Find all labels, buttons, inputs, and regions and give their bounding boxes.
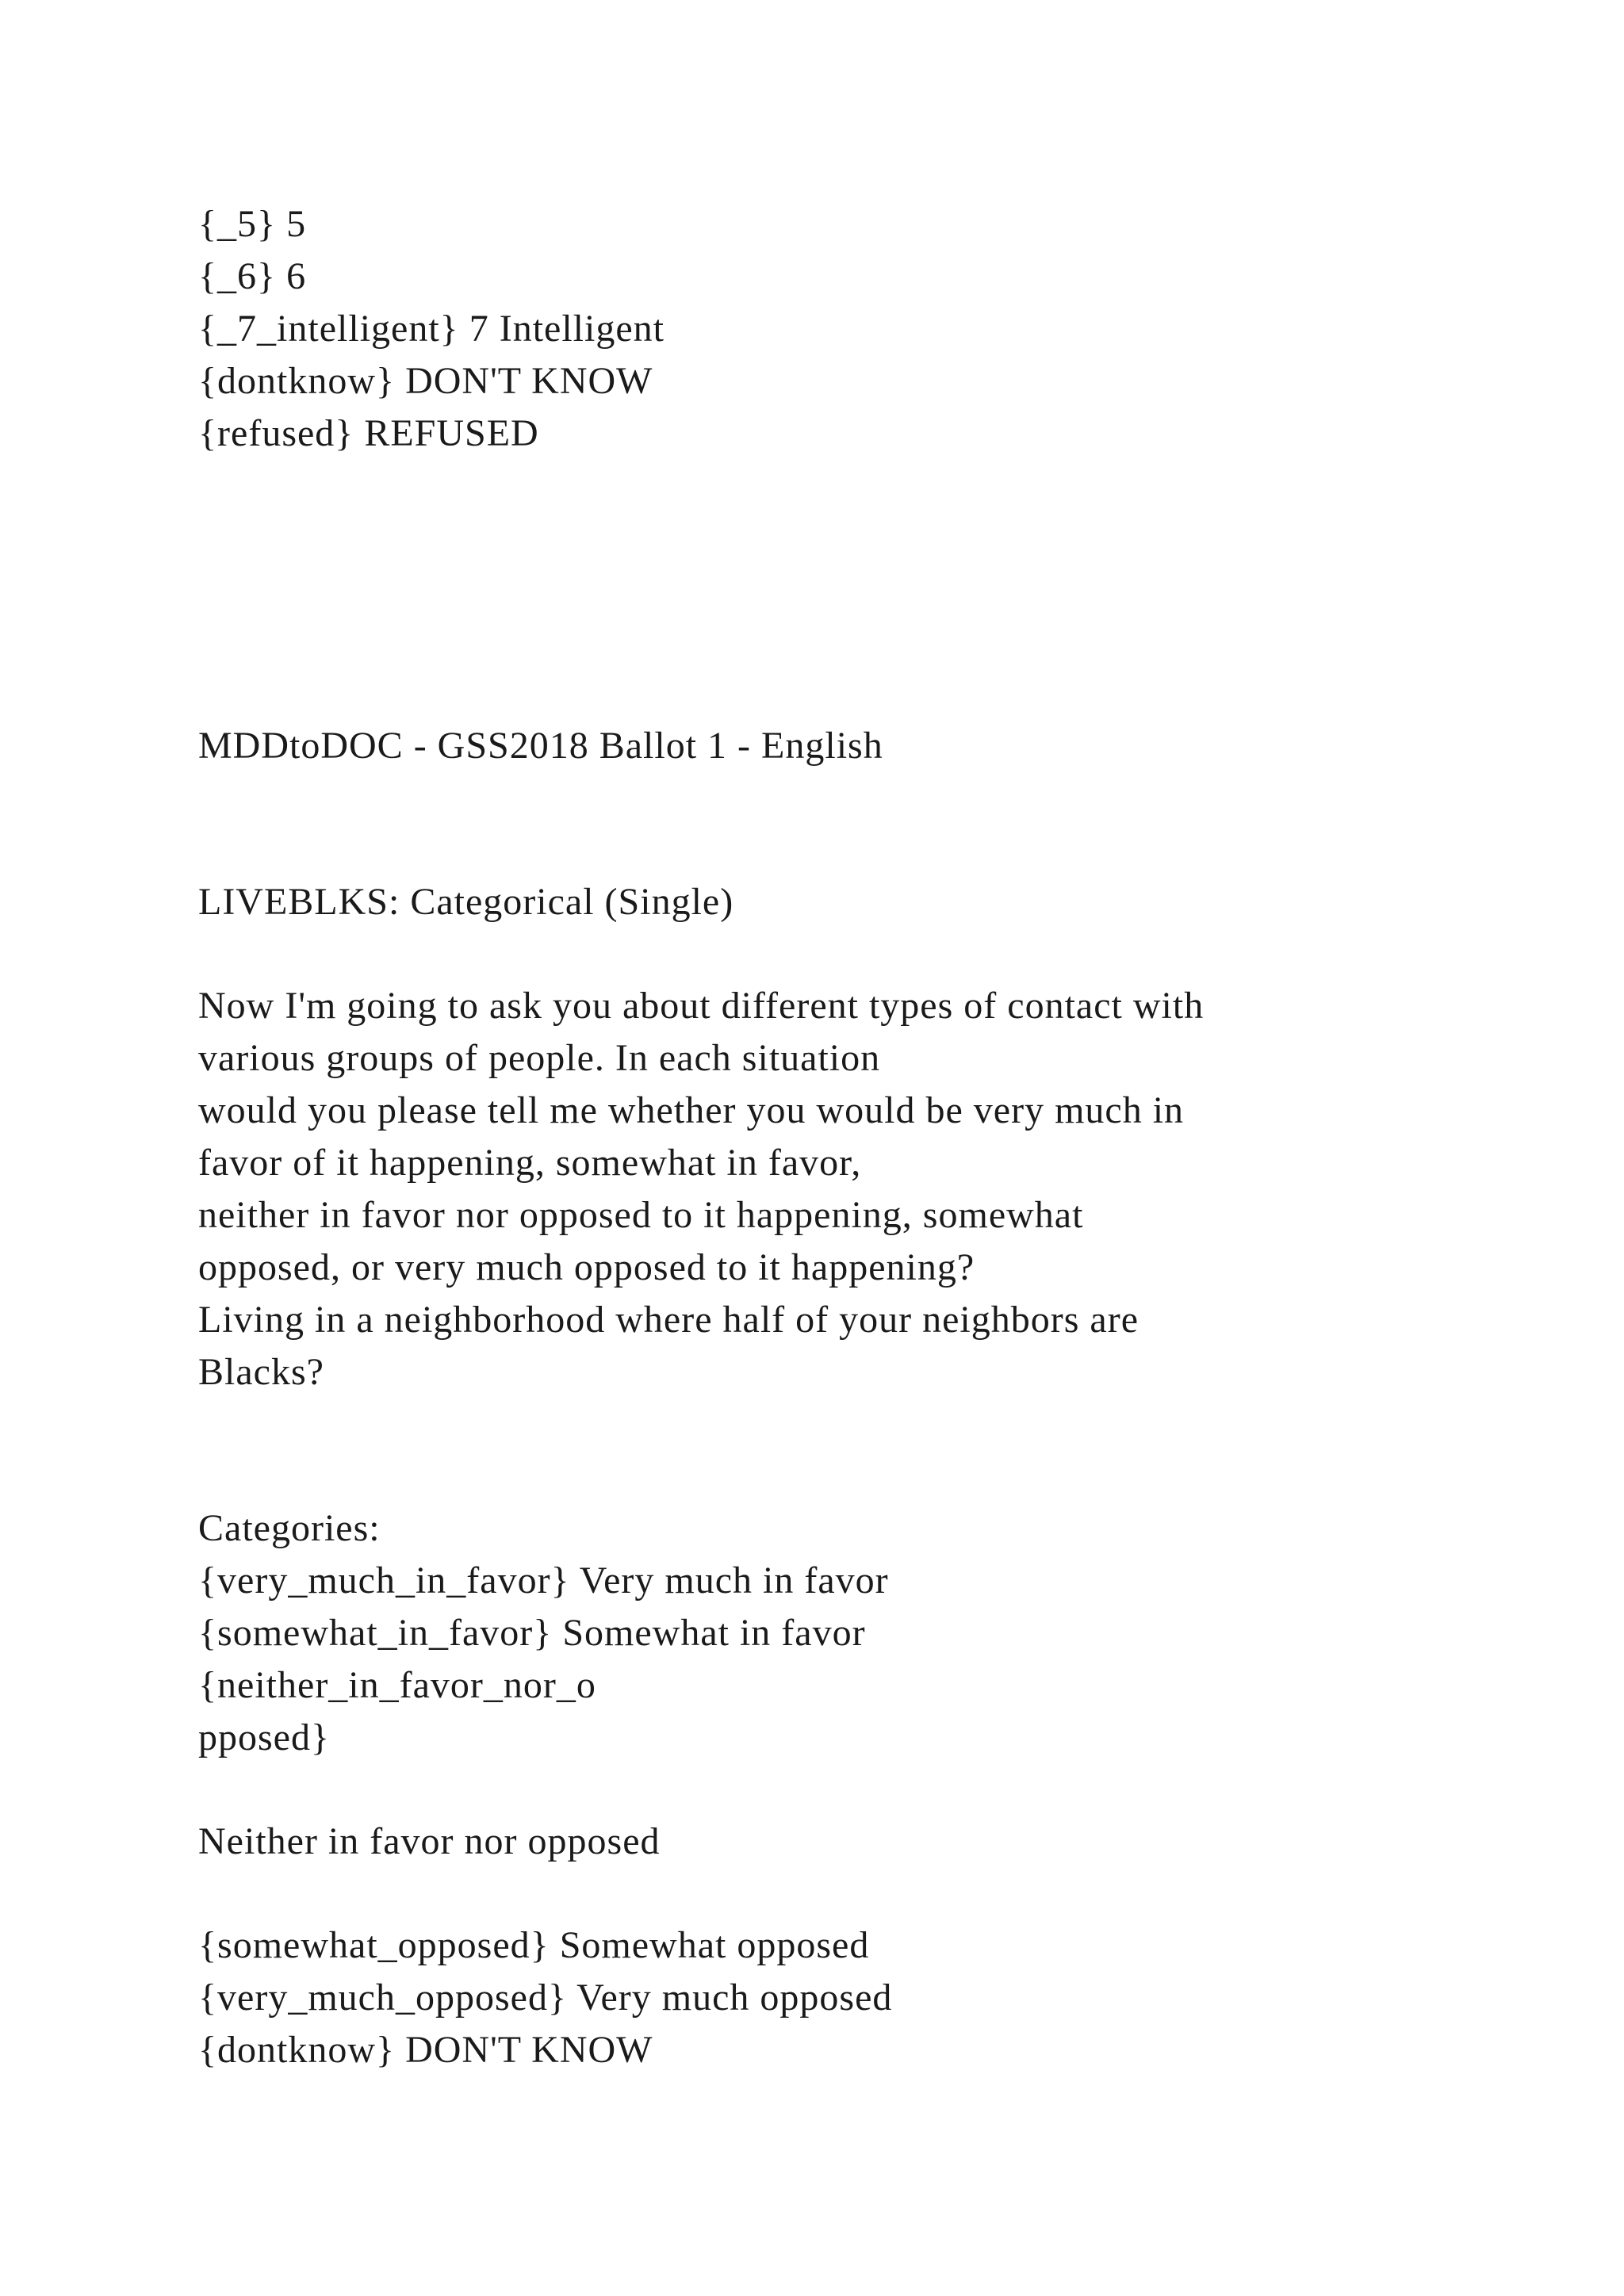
question-text-line: Blacks?: [198, 1351, 324, 1393]
question-text-line: Now I'm going to ask you about different types of contact with: [198, 985, 1205, 1027]
question-text-line: would you please tell me whether you would be very much in: [198, 1089, 1185, 1131]
option-line: {refused} REFUSED: [198, 412, 539, 454]
category-neither-label: Neither in favor nor opposed: [198, 1820, 661, 1862]
category-line: {dontknow} DON'T KNOW: [198, 2029, 653, 2071]
category-line: pposed}: [198, 1716, 331, 1758]
question-text-line: neither in favor nor opposed to it happening, somewhat: [198, 1194, 1084, 1236]
category-line: {somewhat_in_favor} Somewhat in favor: [198, 1612, 866, 1654]
question-text-line: Living in a neighborhood where half of your neighbors are: [198, 1299, 1139, 1341]
category-line: {very_much_in_favor} Very much in favor: [198, 1559, 889, 1601]
category-line: {neither_in_favor_nor_o: [198, 1664, 596, 1706]
option-line: {_5} 5: [198, 203, 307, 245]
question-text-line: favor of it happening, somewhat in favor,: [198, 1142, 862, 1184]
question-text-line: opposed, or very much opposed to it happening?: [198, 1246, 975, 1288]
option-line: {dontknow} DON'T KNOW: [198, 360, 653, 402]
question-header: LIVEBLKS: Categorical (Single): [198, 881, 734, 923]
question-text-line: various groups of people. In each situation: [198, 1037, 881, 1079]
option-line: {_6} 6: [198, 255, 307, 297]
option-line: {_7_intelligent} 7 Intelligent: [198, 308, 665, 350]
document-title: MDDtoDOC - GSS2018 Ballot 1 - English: [198, 725, 883, 767]
category-line: {somewhat_opposed} Somewhat opposed: [198, 1924, 870, 1966]
categories-label: Categories:: [198, 1507, 381, 1549]
category-line: {very_much_opposed} Very much opposed: [198, 1976, 893, 2019]
